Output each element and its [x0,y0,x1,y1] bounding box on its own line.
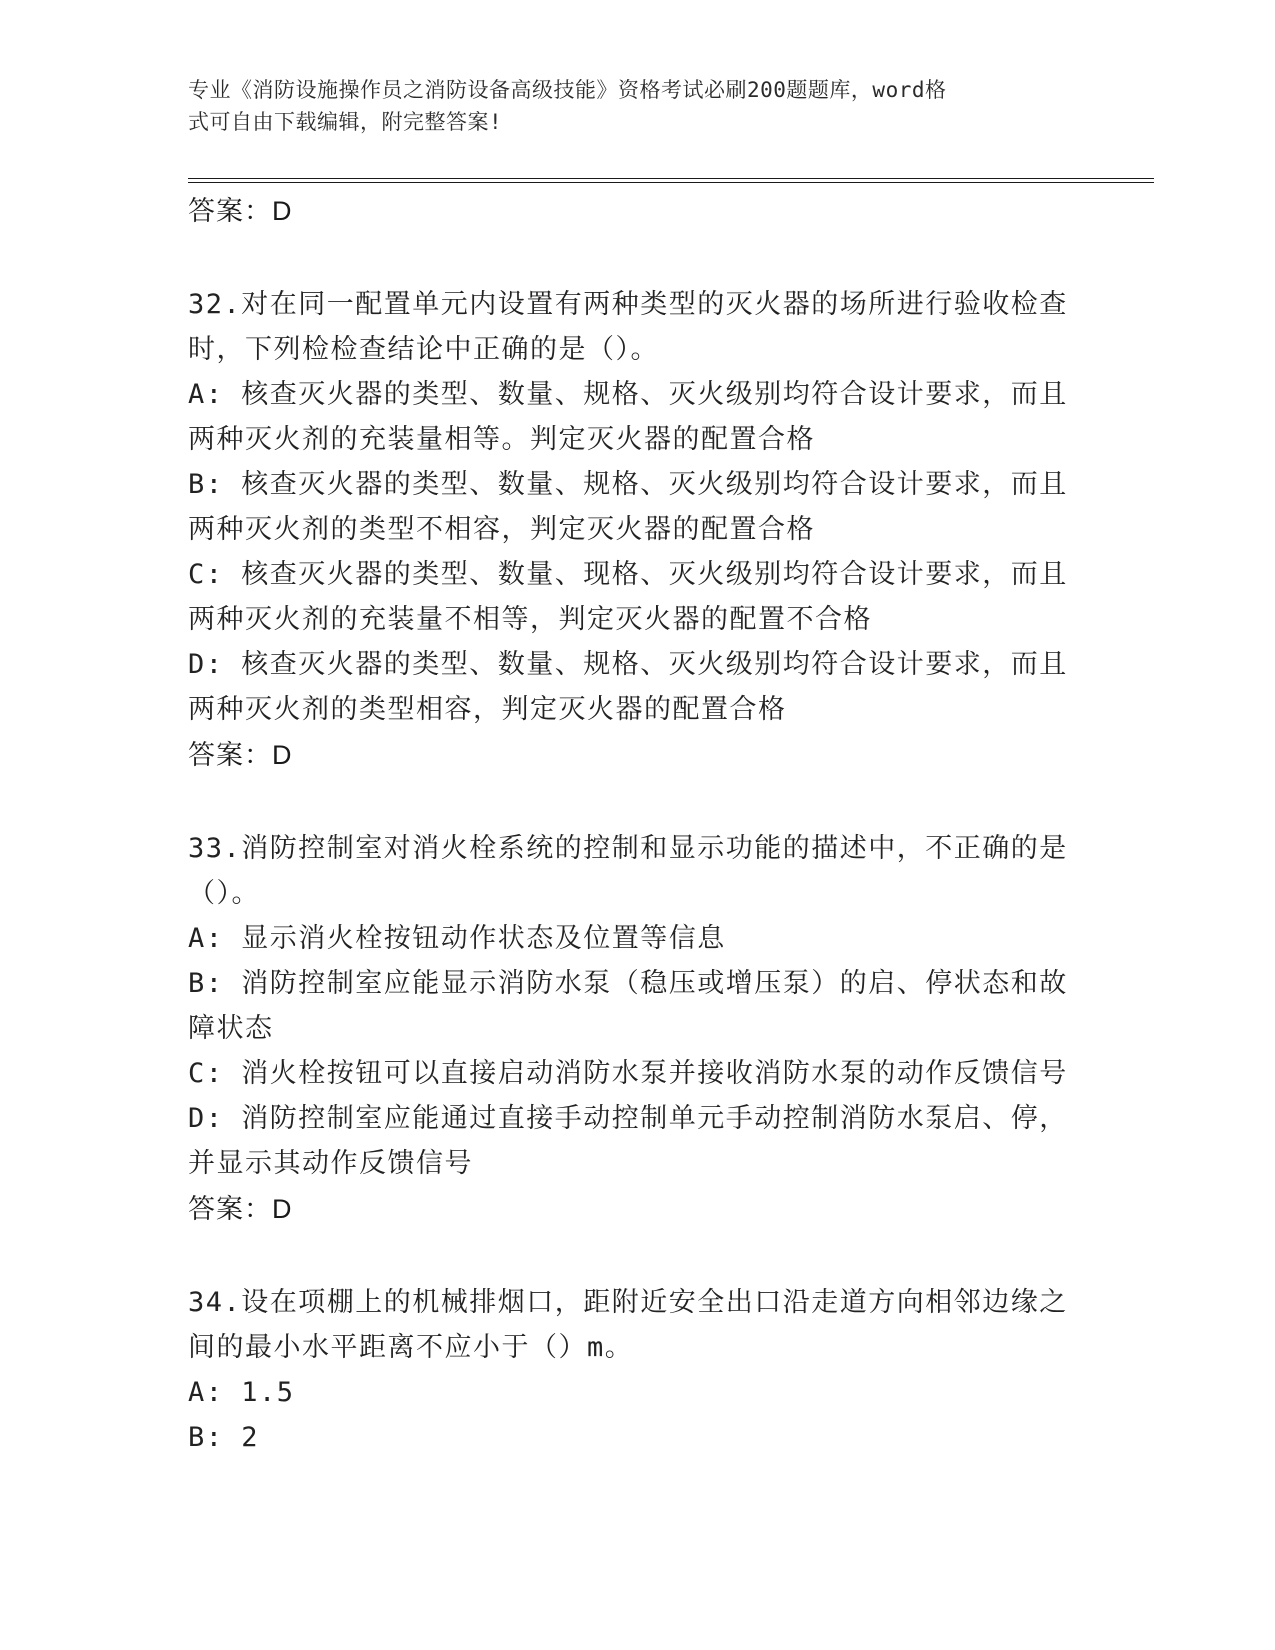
question-stem: 32.对在同一配置单元内设置有两种类型的灭火器的场所进行验收检查 时，下列检检查结论中正确的是（）。 [188,289,1068,365]
header-rule-bottom [188,182,1154,183]
option-a: A: 1.5 [188,1377,295,1408]
page-header [188,74,1068,138]
option-b: B: 核查灭火器的类型、数量、规格、灭火级别均符合设计要求，而且 两种灭火剂的类型不相容，判定灭火器的配置合格 [188,469,1068,545]
question-33 [188,826,1078,1232]
option-a: A: 核查灭火器的类型、数量、规格、灭火级别均符合设计要求，而且 两种灭火剂的充装量相等。判定灭火器的配置合格 [188,379,1068,455]
header-rule-top [188,178,1154,179]
question-34 [188,1280,1078,1460]
option-d: D: 消防控制室应能通过直接手动控制单元手动控制消防水泵启、停， 并显示其动作反馈信号 [188,1103,1068,1179]
option-b: B: 2 [188,1422,260,1453]
option-c: C: 核查灭火器的类型、数量、现格、灭火级别均符合设计要求，而且 两种灭火剂的充装量不相等，判定灭火器的配置不合格 [188,559,1068,635]
option-b: B: 消防控制室应能显示消防水泵（稳压或增压泵）的启、停状态和故 障状态 [188,968,1068,1044]
document-body [188,188,1078,1460]
option-a: A: 显示消火栓按钮动作状态及位置等信息 [188,923,726,954]
header-title-line-1: 专业《消防设施操作员之消防设备高级技能》资格考试必刷200题题库，word格 [188,78,947,102]
option-d: D: 核查灭火器的类型、数量、规格、灭火级别均符合设计要求，而且 两种灭火剂的类型相容，判定灭火器的配置合格 [188,649,1068,725]
question-stem: 33.消防控制室对消火栓系统的控制和显示功能的描述中，不正确的是 （）。 [188,833,1068,909]
question-stem: 34.设在项棚上的机械排烟口，距附近安全出口沿走道方向相邻边缘之 间的最小水平距离不应小于（）m。 [188,1287,1068,1363]
answer: 答案：D [188,740,293,770]
answer: 答案：D [188,1194,293,1224]
question-32 [188,282,1078,778]
option-c: C: 消火栓按钮可以直接启动消防水泵并接收消防水泵的动作反馈信号 [188,1058,1068,1089]
previous-answer: 答案：D [188,196,293,226]
header-title-line-2: 式可自由下载编辑，附完整答案! [188,110,503,134]
